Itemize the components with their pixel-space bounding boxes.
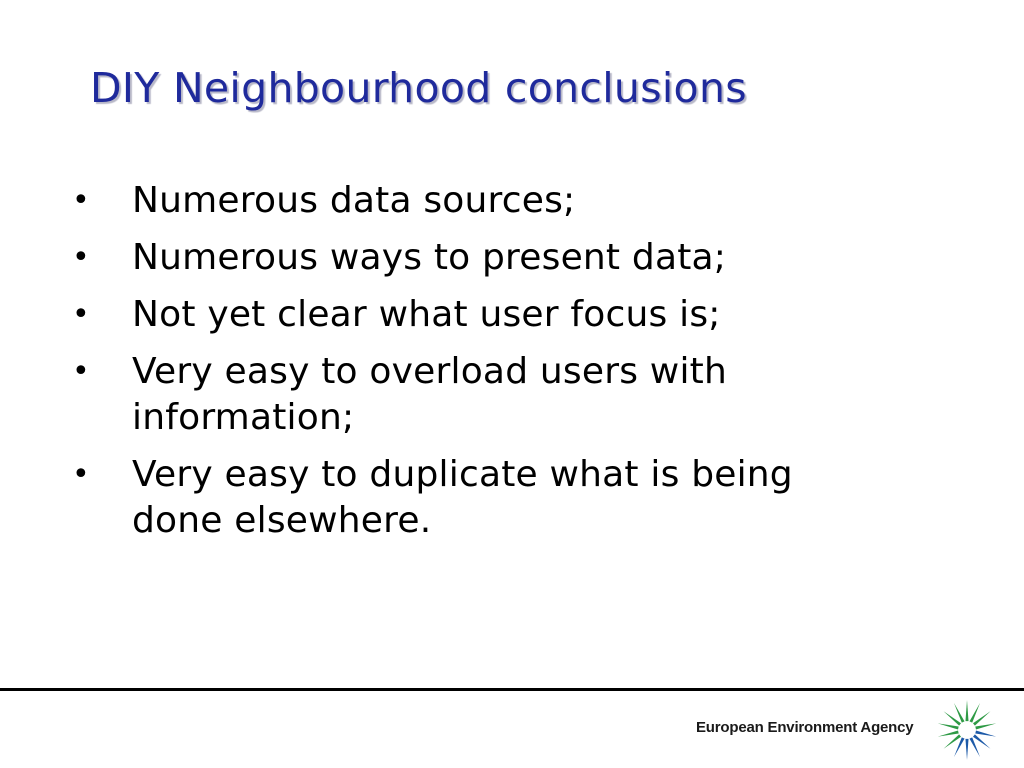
bullet-text: Numerous data sources;: [132, 180, 576, 221]
logo-ray: [938, 730, 959, 736]
bullet-marker: •: [72, 240, 90, 275]
footer-divider: [0, 688, 1024, 691]
logo-ray: [938, 723, 959, 729]
bullet-marker: •: [72, 297, 90, 332]
bullet-marker: •: [72, 354, 90, 389]
logo-ray: [965, 700, 968, 721]
organization-name: European Environment Agency: [696, 719, 914, 736]
slide-title: DIY Neighbourhood conclusions: [90, 64, 747, 112]
bullet-item: [72, 349, 892, 441]
bullet-text: Very easy to overload users with information;: [132, 351, 727, 438]
logo-ray: [975, 730, 996, 736]
logo-center: [959, 722, 975, 738]
bullet-item: [72, 178, 892, 224]
logo-ray: [965, 739, 968, 760]
eea-sunburst-logo-icon: [932, 697, 1002, 763]
bullet-item: [72, 292, 892, 338]
bullet-item: [72, 235, 892, 281]
logo-ray: [975, 723, 996, 729]
bullet-marker: •: [72, 457, 90, 492]
bullet-text: Numerous ways to present data;: [132, 237, 727, 278]
bullet-marker: •: [72, 183, 90, 218]
bullet-text: Very easy to duplicate what is being done elsewhere.: [132, 454, 793, 541]
bullet-text: Not yet clear what user focus is;: [132, 294, 721, 335]
bullet-item: [72, 452, 892, 544]
bullet-list: [72, 178, 892, 555]
